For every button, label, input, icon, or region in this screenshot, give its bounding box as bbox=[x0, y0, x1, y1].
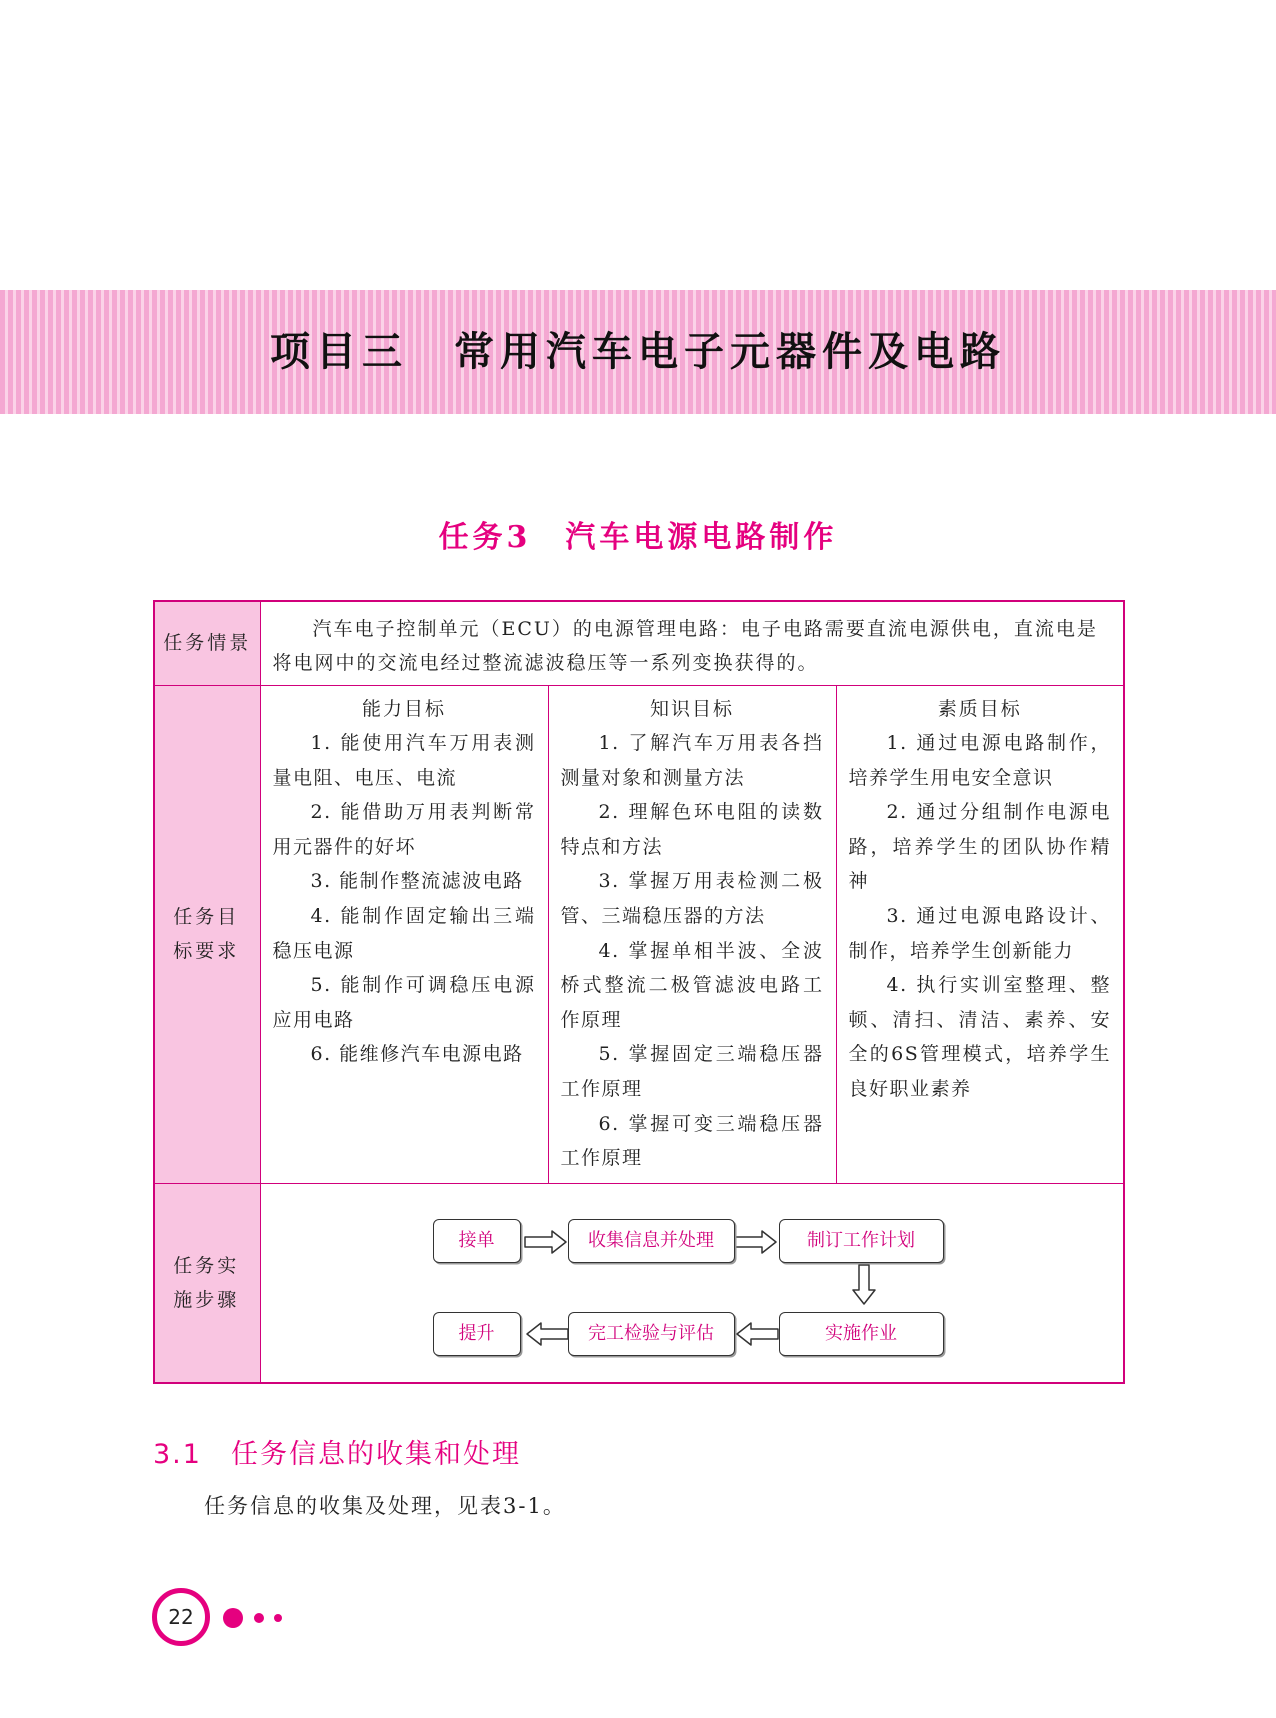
quality-goals-cell bbox=[836, 685, 1124, 1183]
list-item: 5. 掌握固定三端稳压器工作原理 bbox=[560, 1043, 824, 1101]
list-item: 4. 能制作固定输出三端稳压电源 bbox=[272, 905, 536, 962]
goals-label-cell bbox=[154, 685, 260, 1183]
scenario-text: 汽车电子控制单元（ECU）的电源管理电路：电子电路需要直流电源供电，直流电是将电网中的交流电经过整流滤波稳压等一系列变换获得的。 bbox=[260, 601, 1124, 685]
workflow-diagram bbox=[261, 1184, 1123, 1388]
list-item: 6. 掌握可变三端稳压器工作原理 bbox=[560, 1112, 824, 1170]
table-row-goals bbox=[154, 685, 1124, 1183]
list-item: 4. 执行实训室整理、整顿、清扫、清洁、素养、安全的6S管理模式，培养学生良好职业素养 bbox=[848, 974, 1112, 1101]
scenario-label: 任务情景 bbox=[163, 632, 252, 655]
list-item: 4. 掌握单相半波、全波桥式整流二极管滤波电路工作原理 bbox=[560, 939, 824, 1031]
flow-step-accept-order: 接单 bbox=[433, 1219, 521, 1263]
knowledge-goals-cell bbox=[548, 685, 836, 1183]
list-item: 2. 通过分组制作电源电路，培养学生的团队协作精神 bbox=[848, 801, 1112, 893]
table-row-steps bbox=[154, 1183, 1124, 1383]
workflow-arrows bbox=[261, 1184, 1123, 1388]
list-item: 1. 了解汽车万用表各挡测量对象和测量方法 bbox=[560, 732, 824, 789]
list-item: 3. 掌握万用表检测二极管、三端稳压器的方法 bbox=[560, 870, 824, 928]
ability-goals-heading: 能力目标 bbox=[361, 697, 446, 720]
arrow-left-icon bbox=[737, 1323, 778, 1345]
flow-step-make-plan: 制订工作计划 bbox=[779, 1219, 944, 1263]
arrow-right-icon bbox=[525, 1231, 566, 1253]
list-item: 2. 能借助万用表判断常用元器件的好坏 bbox=[272, 801, 536, 858]
scenario-label-cell bbox=[154, 601, 260, 685]
chapter-banner bbox=[0, 290, 1276, 414]
steps-flow-cell bbox=[260, 1183, 1124, 1383]
ability-goals-cell bbox=[260, 685, 548, 1183]
task-title: 任务3 汽车电源电路制作 bbox=[438, 520, 838, 555]
list-item: 2. 理解色环电阻的读数特点和方法 bbox=[560, 801, 824, 858]
decorative-dot-icon bbox=[254, 1613, 264, 1623]
section-heading: 3.1 任务信息的收集和处理 bbox=[153, 1439, 521, 1470]
steps-label: 任务实施步骤 bbox=[173, 1254, 240, 1311]
table-row-scenario bbox=[154, 601, 1124, 685]
list-item: 1. 能使用汽车万用表测量电阻、电压、电流 bbox=[272, 732, 536, 789]
list-item: 3. 通过电源电路设计、制作，培养学生创新能力 bbox=[848, 905, 1112, 962]
list-item: 5. 能制作可调稳压电源应用电路 bbox=[272, 974, 536, 1031]
flow-step-implement: 实施作业 bbox=[779, 1312, 944, 1356]
flow-step-collect-info: 收集信息并处理 bbox=[568, 1219, 735, 1263]
list-item: 6. 能维修汽车电源电路 bbox=[310, 1043, 524, 1066]
intro-paragraph: 任务信息的收集及处理，见表3-1。 bbox=[204, 1494, 566, 1518]
list-item: 3. 能制作整流滤波电路 bbox=[310, 870, 524, 893]
steps-label-cell bbox=[154, 1183, 260, 1383]
arrow-right-icon bbox=[735, 1231, 776, 1253]
list-item: 1. 通过电源电路制作，培养学生用电安全意识 bbox=[848, 732, 1112, 789]
quality-goals-heading: 素质目标 bbox=[937, 697, 1022, 720]
chapter-title: 项目三 常用汽车电子元器件及电路 bbox=[270, 329, 1006, 375]
decorative-dot-icon bbox=[223, 1608, 243, 1628]
flow-step-inspect-evaluate: 完工检验与评估 bbox=[568, 1312, 735, 1356]
task-table bbox=[153, 600, 1125, 1384]
arrow-left-icon bbox=[527, 1323, 568, 1345]
arrow-down-icon bbox=[853, 1265, 875, 1304]
decorative-dot-icon bbox=[274, 1614, 282, 1622]
flow-step-improve: 提升 bbox=[433, 1312, 521, 1356]
knowledge-goals-heading: 知识目标 bbox=[649, 697, 734, 720]
page-number: 22 bbox=[152, 1588, 210, 1646]
goals-label: 任务目标要求 bbox=[173, 906, 240, 962]
